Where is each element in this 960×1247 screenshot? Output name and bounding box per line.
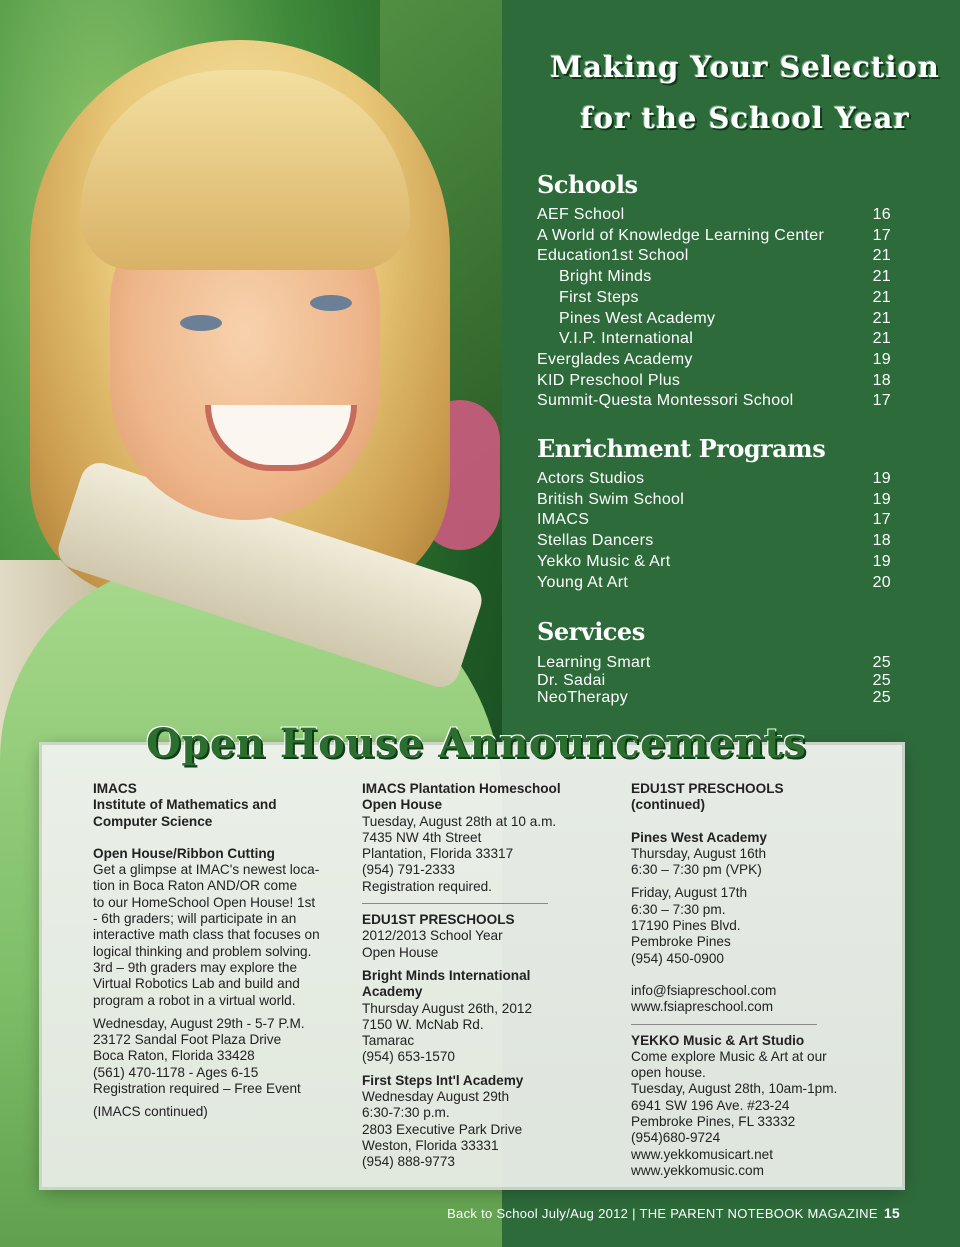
toc-row[interactable] bbox=[537, 330, 891, 351]
toc-page-number: 25 bbox=[872, 671, 891, 689]
page-footer bbox=[447, 1205, 900, 1221]
toc-row[interactable] bbox=[537, 289, 891, 310]
toc-row[interactable] bbox=[537, 227, 891, 248]
toc-page-number: 20 bbox=[872, 573, 891, 591]
toc-label: A World of Knowledge Learning Center bbox=[537, 226, 825, 244]
toc-page-number: 19 bbox=[872, 552, 891, 570]
event-details bbox=[631, 846, 861, 879]
toc-label: Education1st School bbox=[537, 247, 689, 265]
detail-line: Weston, Florida 33331 bbox=[362, 1137, 499, 1153]
schools-heading: Schools bbox=[537, 170, 638, 199]
description-line: logical thinking and problem solving. bbox=[93, 943, 312, 959]
announcements-title: Open House Announcements bbox=[146, 720, 807, 767]
event-details bbox=[362, 928, 572, 961]
announcement-column-2 bbox=[362, 781, 572, 1171]
toc-label: Learning Smart bbox=[537, 654, 651, 671]
description-line: interactive math class that focuses on bbox=[93, 927, 320, 943]
detail-line: 2012/2013 School Year bbox=[362, 928, 503, 944]
detail-line: Registration required. bbox=[362, 878, 492, 894]
detail-line: (954) 653-1570 bbox=[362, 1049, 455, 1065]
detail-line: 2803 Executive Park Drive bbox=[362, 1121, 523, 1137]
toc-page-number: 17 bbox=[872, 226, 891, 244]
detail-line: (954) 450-0900 bbox=[631, 950, 724, 966]
detail-line: 7435 NW 4th Street bbox=[362, 829, 482, 845]
org-name: YEKKO Music & Art Studio bbox=[631, 1032, 805, 1048]
detail-line: Tamarac bbox=[362, 1033, 415, 1049]
event-details bbox=[631, 885, 861, 966]
toc-label: Yekko Music & Art bbox=[537, 552, 671, 570]
divider bbox=[362, 903, 548, 904]
detail-line: 7150 W. McNab Rd. bbox=[362, 1016, 484, 1032]
toc-label: First Steps bbox=[559, 288, 639, 306]
toc-label: KID Preschool Plus bbox=[537, 371, 681, 389]
toc-page-number: 25 bbox=[872, 689, 891, 707]
detail-line: Come explore Music & Art at our bbox=[631, 1048, 827, 1064]
toc-row[interactable] bbox=[537, 491, 891, 512]
detail-line: Wednesday, August 29th - 5-7 P.M. bbox=[93, 1015, 305, 1031]
org-name: Bright Minds International bbox=[362, 967, 531, 983]
toc-page-number: 21 bbox=[872, 288, 891, 306]
detail-line: Wednesday August 29th bbox=[362, 1089, 510, 1105]
toc-label: Pines West Academy bbox=[559, 309, 716, 327]
toc-row[interactable] bbox=[537, 574, 891, 595]
detail-line: (954) 791-2333 bbox=[362, 862, 455, 878]
detail-line: Thursday August 26th, 2012 bbox=[362, 1000, 533, 1016]
toc-row[interactable] bbox=[537, 511, 891, 532]
event-details bbox=[362, 1089, 572, 1170]
toc-page-number: 19 bbox=[872, 470, 891, 487]
org-name: Computer Science bbox=[93, 813, 213, 829]
toc-row[interactable] bbox=[537, 689, 891, 710]
description-line: Get a glimpse at IMAC's newest loca- bbox=[93, 862, 320, 878]
description-line: 3rd – 9th graders may explore the bbox=[93, 959, 298, 975]
section-head: EDU1ST PRESCHOOLS bbox=[362, 912, 515, 928]
org-name: Institute of Mathematics and bbox=[93, 797, 277, 813]
detail-line: (561) 470-1178 - Ages 6-15 bbox=[93, 1064, 259, 1080]
detail-line: Boca Raton, Florida 33428 bbox=[93, 1048, 255, 1064]
toc-label: Young At Art bbox=[537, 573, 629, 591]
detail-line: open house. bbox=[631, 1065, 706, 1081]
event-title: Open House bbox=[362, 797, 443, 813]
description-line: - 6th graders; will participate in an bbox=[93, 911, 297, 927]
toc-label: Everglades Academy bbox=[537, 350, 693, 368]
toc-label: Dr. Sadai bbox=[537, 671, 606, 689]
toc-row[interactable] bbox=[537, 470, 891, 491]
detail-line: (954)680-9724 bbox=[631, 1130, 721, 1146]
toc-page-number: 17 bbox=[872, 392, 891, 410]
event-details bbox=[362, 1001, 572, 1066]
detail-line: 23172 Sandal Foot Plaza Drive bbox=[93, 1032, 282, 1048]
toc-label: British Swim School bbox=[537, 490, 685, 508]
toc-page-number: 18 bbox=[872, 532, 891, 550]
toc-page-number: 17 bbox=[872, 511, 891, 529]
toc-page-number: 16 bbox=[872, 206, 891, 223]
detail-line: 6:30 – 7:30 pm. bbox=[631, 901, 726, 917]
services-heading: Services bbox=[537, 617, 645, 646]
toc-row[interactable] bbox=[537, 372, 891, 393]
divider bbox=[631, 1024, 817, 1025]
announcement-column-3 bbox=[631, 781, 861, 1179]
toc-row[interactable] bbox=[537, 268, 891, 289]
toc-page-number: 21 bbox=[872, 309, 891, 327]
toc-row[interactable] bbox=[537, 310, 891, 331]
toc-row[interactable] bbox=[537, 351, 891, 372]
event-details bbox=[93, 1016, 341, 1097]
toc-label: Stellas Dancers bbox=[537, 532, 654, 550]
section-head: EDU1ST PRESCHOOLS bbox=[631, 781, 784, 796]
toc-page-number: 25 bbox=[872, 654, 891, 671]
detail-line: 6:30-7:30 p.m. bbox=[362, 1105, 450, 1121]
description-line: tion in Boca Raton AND/OR come bbox=[93, 878, 297, 894]
toc-label: NeoTherapy bbox=[537, 689, 629, 707]
description-line: to our HomeSchool Open House! 1st bbox=[93, 894, 316, 910]
page-title-line2: for the School Year bbox=[580, 101, 910, 135]
detail-line: www.yekkomusicart.net bbox=[631, 1146, 774, 1162]
link[interactable]: info@fsiapreschool.com bbox=[631, 982, 777, 998]
girl-eye-right bbox=[310, 295, 352, 311]
detail-line: Plantation, Florida 33317 bbox=[362, 846, 514, 862]
detail-line: Thursday, August 16th bbox=[631, 845, 767, 861]
contact-links[interactable] bbox=[631, 983, 861, 1016]
description-line: program a robot in a virtual world. bbox=[93, 992, 296, 1008]
enrichment-heading: Enrichment Programs bbox=[537, 434, 826, 463]
section-head: (continued) bbox=[631, 797, 705, 813]
detail-line: Tuesday, August 28th at 10 a.m. bbox=[362, 813, 557, 829]
org-name: Pines West Academy bbox=[631, 829, 767, 845]
link[interactable]: www.fsiapreschool.com bbox=[631, 999, 774, 1015]
detail-line: Open House bbox=[362, 944, 439, 960]
toc-row[interactable] bbox=[537, 553, 891, 574]
org-name: IMACS bbox=[93, 781, 137, 796]
toc-label: V.I.P. International bbox=[559, 330, 694, 348]
toc-row[interactable] bbox=[537, 206, 891, 227]
footer-text: Back to School July/Aug 2012 | THE PARENT NOTEBOOK MAGAZINE bbox=[447, 1206, 878, 1221]
toc-page-number: 21 bbox=[872, 247, 891, 265]
continued-note: (IMACS continued) bbox=[93, 1104, 208, 1120]
event-details bbox=[362, 814, 572, 895]
page-number: 15 bbox=[883, 1205, 900, 1221]
toc-page-number: 21 bbox=[872, 330, 891, 348]
toc-page-number: 18 bbox=[872, 371, 891, 389]
detail-line: 6941 SW 196 Ave. #23-24 bbox=[631, 1097, 790, 1113]
detail-line: Friday, August 17th bbox=[631, 885, 748, 901]
toc-page-number: 19 bbox=[872, 490, 891, 508]
org-name: Academy bbox=[362, 984, 423, 1000]
org-name: First Steps Int'l Academy bbox=[362, 1072, 524, 1088]
org-name: IMACS Plantation Homeschool bbox=[362, 781, 561, 796]
announcement-column-1 bbox=[93, 781, 341, 1121]
girl-eye-left bbox=[180, 315, 222, 331]
toc-page-number: 19 bbox=[872, 350, 891, 368]
toc-label: IMACS bbox=[537, 511, 590, 529]
event-details bbox=[631, 1049, 861, 1179]
detail-line: www.yekkomusic.com bbox=[631, 1162, 764, 1178]
detail-line: 17190 Pines Blvd. bbox=[631, 918, 741, 934]
toc-label: Actors Studios bbox=[537, 470, 645, 487]
event-title: Open House/Ribbon Cutting bbox=[93, 845, 275, 861]
detail-line: Tuesday, August 28th, 10am-1pm. bbox=[631, 1081, 838, 1097]
toc-label: Bright Minds bbox=[559, 268, 652, 286]
detail-line: Pembroke Pines bbox=[631, 934, 731, 950]
detail-line: Pembroke Pines, FL 33332 bbox=[631, 1114, 796, 1130]
event-description bbox=[93, 862, 341, 1009]
toc-row[interactable] bbox=[537, 392, 891, 413]
page-title-line1: Making Your Selection bbox=[550, 50, 940, 84]
toc-page-number: 21 bbox=[872, 268, 891, 286]
toc-row[interactable] bbox=[537, 247, 891, 268]
toc-label: AEF School bbox=[537, 206, 625, 223]
toc-label: Summit-Questa Montessori School bbox=[537, 392, 794, 410]
detail-line: 6:30 – 7:30 pm (VPK) bbox=[631, 862, 762, 878]
toc-row[interactable] bbox=[537, 532, 891, 553]
description-line: Virtual Robotics Lab and build and bbox=[93, 976, 300, 992]
detail-line: Registration required – Free Event bbox=[93, 1081, 301, 1097]
detail-line: (954) 888-9773 bbox=[362, 1154, 455, 1170]
